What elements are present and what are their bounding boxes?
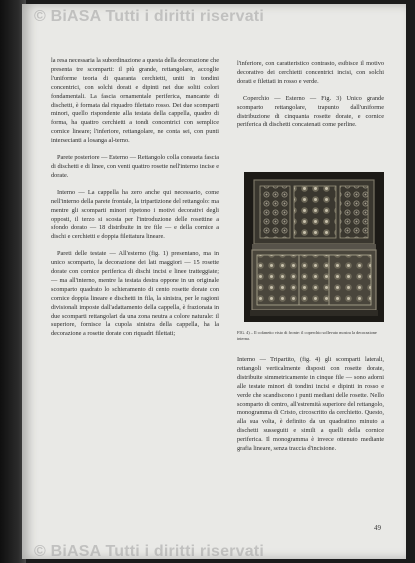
paragraph: Interno — Tripartito, (fig. 4) gli scomparti laterali, rettangoli verticalmente disposti con rosette dorate, distribuite simmetricamente in cinque file — sono adorni alle testate minori di tondini incisi e dipinti in rosso e verde che scandiscono i punti mediani delle rosette. Nello scomparto di centro, all'estremità superiore del rettangolo, monogramma di Cristo, circoscritto da cerchietto. Questo, alla sua volta, è definito da un quadratino minuto a dischetti susseguiti e simili a quelli della cornice periferica. Il monogramma è invece ottenuto mediante grafia lineare, senza traccia d'incisione. — [237, 356, 384, 453]
paragraph: l'inferiore, con caratteristico contrasto, esibisce il motivo decorativo dei cerchietti concentrici incisi, con solchi dorati e filettati in rosso e verde. — [237, 60, 384, 85]
paragraph: Interno — La cappella ha zero anche qui necessario, come nell'interno della parete frontale, la tripartizione del rettangolo: ma mentre gli scomparti minori ripetono i motivi decorativi degli opposti, il terzo si scosta per l'introduzione delle rosettine a sfondo dorato — 18 distribuite in tre file — e della cornice a dischi e cerchietti e doppia filettatura lineare. — [51, 188, 219, 241]
scanned-page — [22, 4, 406, 559]
casket-photo-image — [244, 172, 384, 322]
casket-photo — [244, 172, 384, 322]
left-text-column — [51, 57, 219, 347]
paragraph: la resa necessaria la subordinazione a questa della decorazione che presenta tre scomparti: il più grande, rettangolare, accoglie l'uniforme teoria di quaranta cerchietti, uniti in tondini concentrici, con solchi dorati e dipinti nei due soliti colori fondamentali. La fascia ornamentale periferica, mancante di dischetti, è formata dal riquadro filettato rosso. Dei due scomparti minori, quello rispondente alla testata della cappella, quadro di forma, ha quattro cerchietti a tondi concentrici con semplice cornice lineare; l'inferiore, rettangolare, ne conta sei, con punti intersecianti a losanga al-terno. — [51, 57, 220, 145]
paragraph: Coperchio — Esterno — Fig. 3) Unico grande scomparto rettangolare, trapunto dall'uniforme distribuzione di cinquanta rosette dorate, e cornice periferica di dischetti concatenati come perline. — [237, 94, 384, 129]
page-number: 49 — [374, 524, 381, 532]
watermark-bottom: © BiASA Tutti i diritti riservati — [34, 543, 264, 560]
paragraph: Parete posteriore — Esterno — Rettangolo colla consueta fascia di dischetti e di linee, con venti quattro rosette nell'interno incise e dorate. — [51, 154, 219, 179]
right-text-column-top — [237, 60, 384, 138]
watermark-top: © BiASA Tutti i diritti riservati — [34, 8, 264, 25]
right-text-column-bottom — [237, 356, 384, 462]
paragraph: Pareti delle testate — All'esterno (fig. 1) presentano, ma in unico scomparto, la decorazione dei lati maggiori — 15 rosette dorate con cornice periferica di dischi incisi e linee tratteggiate; — ma all'interno, mentre la testata destra oppone in un originale scomparto quadrato lo schieramento di cento rosette dorate con cornice doppia lineare e dischetti in fila, la sinistra, per le ragioni divisionali imposte dall'adattamento della cappella, è frazionata in due scomparti rettangolari da una zona neutra a colore naturale: il superiore, fornisce la cupola sinistra della cappella, ha la decorazione a rosette dorate con riquadri filettati; — [51, 250, 219, 338]
figure-caption: FIG. 4) – Il cofanetto visto di fronte: il coperchio sollevato mostra la decorazione interna. — [237, 330, 377, 341]
